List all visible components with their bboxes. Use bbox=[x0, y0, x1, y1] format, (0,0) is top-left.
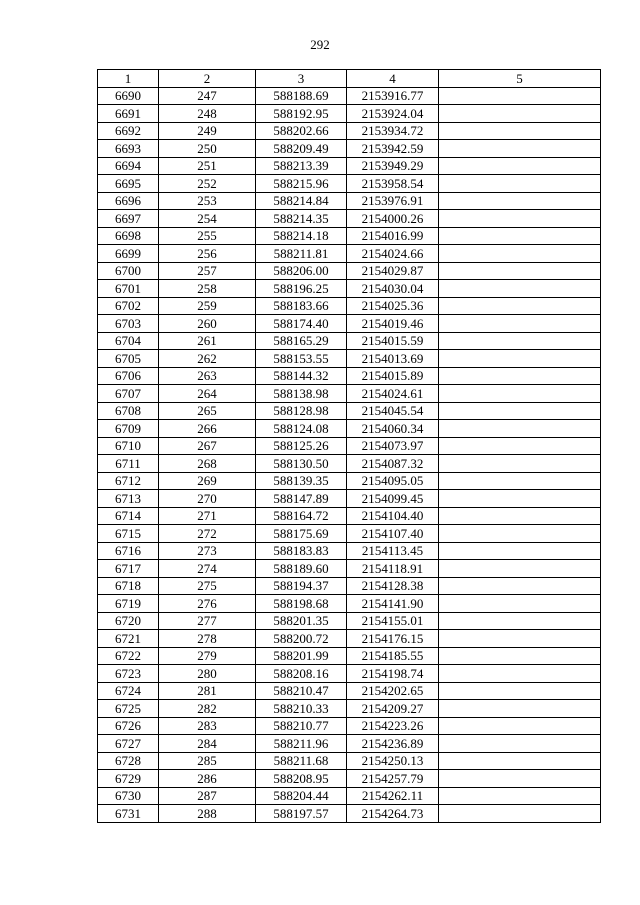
table-row bbox=[98, 297, 601, 315]
table-cell-col3: 588153.55 bbox=[256, 350, 347, 368]
table-cell-col3: 588189.60 bbox=[256, 560, 347, 578]
table-cell-col3: 588124.08 bbox=[256, 420, 347, 438]
table-row bbox=[98, 402, 601, 420]
table-cell-col2: 256 bbox=[159, 245, 256, 263]
table-cell-col4: 2154107.40 bbox=[347, 525, 439, 543]
table-cell-col4: 2153976.91 bbox=[347, 192, 439, 210]
table-cell-col3: 588214.18 bbox=[256, 227, 347, 245]
table-cell-col5 bbox=[439, 140, 601, 158]
table-row bbox=[98, 385, 601, 403]
table-cell-col3: 588198.68 bbox=[256, 595, 347, 613]
table-cell-col5 bbox=[439, 420, 601, 438]
table-cell-col4: 2154128.38 bbox=[347, 577, 439, 595]
table-cell-col5 bbox=[439, 332, 601, 350]
table-cell-col2: 265 bbox=[159, 402, 256, 420]
table-cell-col5 bbox=[439, 262, 601, 280]
column-header-3: 3 bbox=[256, 70, 347, 88]
table-cell-col2: 283 bbox=[159, 717, 256, 735]
table-cell-col1: 6729 bbox=[98, 770, 159, 788]
table-cell-col4: 2154104.40 bbox=[347, 507, 439, 525]
table-cell-col3: 588214.84 bbox=[256, 192, 347, 210]
table-cell-col5 bbox=[439, 105, 601, 123]
table-cell-col5 bbox=[439, 385, 601, 403]
table-cell-col1: 6707 bbox=[98, 385, 159, 403]
table-cell-col4: 2154015.59 bbox=[347, 332, 439, 350]
table-cell-col4: 2154257.79 bbox=[347, 770, 439, 788]
table-cell-col3: 588211.96 bbox=[256, 735, 347, 753]
table-row bbox=[98, 192, 601, 210]
table-cell-col1: 6721 bbox=[98, 630, 159, 648]
table-cell-col2: 272 bbox=[159, 525, 256, 543]
table-cell-col1: 6702 bbox=[98, 297, 159, 315]
table-cell-col3: 588174.40 bbox=[256, 315, 347, 333]
table-row bbox=[98, 262, 601, 280]
table-cell-col4: 2154019.46 bbox=[347, 315, 439, 333]
table-cell-col2: 276 bbox=[159, 595, 256, 613]
table-cell-col2: 287 bbox=[159, 787, 256, 805]
table-cell-col5 bbox=[439, 192, 601, 210]
table-row bbox=[98, 455, 601, 473]
table-cell-col4: 2154185.55 bbox=[347, 647, 439, 665]
table-row bbox=[98, 735, 601, 753]
table-row bbox=[98, 280, 601, 298]
table-cell-col2: 248 bbox=[159, 105, 256, 123]
table-cell-col3: 588164.72 bbox=[256, 507, 347, 525]
table-cell-col3: 588125.26 bbox=[256, 437, 347, 455]
table-cell-col4: 2154113.45 bbox=[347, 542, 439, 560]
table-cell-col1: 6701 bbox=[98, 280, 159, 298]
table-cell-col4: 2154060.34 bbox=[347, 420, 439, 438]
table-cell-col3: 588165.29 bbox=[256, 332, 347, 350]
table-cell-col4: 2153949.29 bbox=[347, 157, 439, 175]
table-cell-col2: 280 bbox=[159, 665, 256, 683]
table-cell-col5 bbox=[439, 577, 601, 595]
table-cell-col3: 588204.44 bbox=[256, 787, 347, 805]
table-row bbox=[98, 315, 601, 333]
table-cell-col1: 6719 bbox=[98, 595, 159, 613]
table-cell-col1: 6716 bbox=[98, 542, 159, 560]
table-cell-col2: 273 bbox=[159, 542, 256, 560]
table-cell-col3: 588192.95 bbox=[256, 105, 347, 123]
table-cell-col3: 588211.68 bbox=[256, 752, 347, 770]
table-cell-col3: 588208.16 bbox=[256, 665, 347, 683]
table-cell-col2: 255 bbox=[159, 227, 256, 245]
table-cell-col1: 6718 bbox=[98, 577, 159, 595]
table-cell-col1: 6708 bbox=[98, 402, 159, 420]
table-row bbox=[98, 682, 601, 700]
table-cell-col4: 2154045.54 bbox=[347, 402, 439, 420]
table-cell-col5 bbox=[439, 595, 601, 613]
table-cell-col2: 267 bbox=[159, 437, 256, 455]
table-cell-col5 bbox=[439, 490, 601, 508]
table-row bbox=[98, 472, 601, 490]
table-cell-col5 bbox=[439, 752, 601, 770]
table-cell-col4: 2154015.89 bbox=[347, 367, 439, 385]
table-cell-col3: 588144.32 bbox=[256, 367, 347, 385]
table-cell-col5 bbox=[439, 245, 601, 263]
table-row bbox=[98, 420, 601, 438]
table-cell-col3: 588201.99 bbox=[256, 647, 347, 665]
table-row bbox=[98, 490, 601, 508]
table-cell-col2: 266 bbox=[159, 420, 256, 438]
table-cell-col2: 264 bbox=[159, 385, 256, 403]
table-cell-col5 bbox=[439, 682, 601, 700]
table-cell-col4: 2154155.01 bbox=[347, 612, 439, 630]
column-header-2: 2 bbox=[159, 70, 256, 88]
table-cell-col2: 278 bbox=[159, 630, 256, 648]
table-cell-col4: 2153958.54 bbox=[347, 175, 439, 193]
table-cell-col2: 286 bbox=[159, 770, 256, 788]
table-cell-col4: 2154029.87 bbox=[347, 262, 439, 280]
table-row bbox=[98, 647, 601, 665]
table-cell-col3: 588194.37 bbox=[256, 577, 347, 595]
table-cell-col5 bbox=[439, 280, 601, 298]
table-cell-col4: 2154013.69 bbox=[347, 350, 439, 368]
table-cell-col5 bbox=[439, 402, 601, 420]
table-cell-col4: 2153916.77 bbox=[347, 87, 439, 105]
table-cell-col4: 2154250.13 bbox=[347, 752, 439, 770]
table-cell-col1: 6730 bbox=[98, 787, 159, 805]
table-cell-col1: 6698 bbox=[98, 227, 159, 245]
table-cell-col5 bbox=[439, 472, 601, 490]
table-cell-col4: 2154016.99 bbox=[347, 227, 439, 245]
table-cell-col5 bbox=[439, 455, 601, 473]
table-row bbox=[98, 612, 601, 630]
table-row bbox=[98, 560, 601, 578]
table-cell-col3: 588196.25 bbox=[256, 280, 347, 298]
table-cell-col1: 6723 bbox=[98, 665, 159, 683]
table-cell-col5 bbox=[439, 630, 601, 648]
table-row bbox=[98, 577, 601, 595]
table-cell-col5 bbox=[439, 297, 601, 315]
table-cell-col5 bbox=[439, 157, 601, 175]
table-cell-col4: 2153924.04 bbox=[347, 105, 439, 123]
table-cell-col3: 588211.81 bbox=[256, 245, 347, 263]
table-cell-col4: 2154073.97 bbox=[347, 437, 439, 455]
table-cell-col1: 6706 bbox=[98, 367, 159, 385]
table-cell-col1: 6692 bbox=[98, 122, 159, 140]
table-cell-col5 bbox=[439, 770, 601, 788]
table-cell-col2: 250 bbox=[159, 140, 256, 158]
table-cell-col3: 588210.77 bbox=[256, 717, 347, 735]
table-cell-col4: 2153942.59 bbox=[347, 140, 439, 158]
table-cell-col1: 6712 bbox=[98, 472, 159, 490]
table-cell-col3: 588210.47 bbox=[256, 682, 347, 700]
table-cell-col1: 6724 bbox=[98, 682, 159, 700]
table-cell-col4: 2154024.66 bbox=[347, 245, 439, 263]
table-row bbox=[98, 770, 601, 788]
table-cell-col5 bbox=[439, 367, 601, 385]
table-cell-col1: 6727 bbox=[98, 735, 159, 753]
table-cell-col3: 588147.89 bbox=[256, 490, 347, 508]
table-row bbox=[98, 122, 601, 140]
table-cell-col2: 268 bbox=[159, 455, 256, 473]
table-cell-col4: 2154118.91 bbox=[347, 560, 439, 578]
table-cell-col1: 6693 bbox=[98, 140, 159, 158]
table-cell-col5 bbox=[439, 612, 601, 630]
table-cell-col1: 6704 bbox=[98, 332, 159, 350]
table-cell-col2: 249 bbox=[159, 122, 256, 140]
table-cell-col4: 2154264.73 bbox=[347, 805, 439, 823]
table-cell-col3: 588130.50 bbox=[256, 455, 347, 473]
table-cell-col1: 6709 bbox=[98, 420, 159, 438]
table-cell-col1: 6696 bbox=[98, 192, 159, 210]
table-cell-col2: 262 bbox=[159, 350, 256, 368]
table-cell-col1: 6714 bbox=[98, 507, 159, 525]
table-cell-col1: 6728 bbox=[98, 752, 159, 770]
table-row bbox=[98, 210, 601, 228]
table-cell-col2: 247 bbox=[159, 87, 256, 105]
table-cell-col5 bbox=[439, 507, 601, 525]
table-cell-col4: 2154141.90 bbox=[347, 595, 439, 613]
table-cell-col4: 2154223.26 bbox=[347, 717, 439, 735]
table-cell-col3: 588209.49 bbox=[256, 140, 347, 158]
table-cell-col4: 2154198.74 bbox=[347, 665, 439, 683]
table-cell-col3: 588214.35 bbox=[256, 210, 347, 228]
table-row bbox=[98, 700, 601, 718]
table-cell-col4: 2154236.89 bbox=[347, 735, 439, 753]
table-cell-col5 bbox=[439, 227, 601, 245]
table-cell-col5 bbox=[439, 210, 601, 228]
table-cell-col4: 2154024.61 bbox=[347, 385, 439, 403]
table-cell-col2: 259 bbox=[159, 297, 256, 315]
table-row bbox=[98, 332, 601, 350]
table-cell-col2: 263 bbox=[159, 367, 256, 385]
table-cell-col2: 284 bbox=[159, 735, 256, 753]
table-cell-col1: 6697 bbox=[98, 210, 159, 228]
table-cell-col2: 277 bbox=[159, 612, 256, 630]
table-cell-col1: 6725 bbox=[98, 700, 159, 718]
table-cell-col5 bbox=[439, 805, 601, 823]
table-row bbox=[98, 350, 601, 368]
table-cell-col4: 2154087.32 bbox=[347, 455, 439, 473]
table-cell-col4: 2154176.15 bbox=[347, 630, 439, 648]
table-cell-col4: 2154030.04 bbox=[347, 280, 439, 298]
table-cell-col2: 274 bbox=[159, 560, 256, 578]
table-cell-col2: 269 bbox=[159, 472, 256, 490]
table-row bbox=[98, 437, 601, 455]
table-cell-col2: 270 bbox=[159, 490, 256, 508]
table-cell-col5 bbox=[439, 647, 601, 665]
table-cell-col1: 6710 bbox=[98, 437, 159, 455]
column-header-1: 1 bbox=[98, 70, 159, 88]
table-cell-col3: 588201.35 bbox=[256, 612, 347, 630]
table-cell-col4: 2154262.11 bbox=[347, 787, 439, 805]
table-cell-col2: 288 bbox=[159, 805, 256, 823]
table-cell-col4: 2154095.05 bbox=[347, 472, 439, 490]
table-body bbox=[98, 87, 601, 822]
table-cell-col2: 279 bbox=[159, 647, 256, 665]
table-row bbox=[98, 542, 601, 560]
table-cell-col2: 257 bbox=[159, 262, 256, 280]
table-row bbox=[98, 665, 601, 683]
table-cell-col5 bbox=[439, 542, 601, 560]
table-cell-col1: 6726 bbox=[98, 717, 159, 735]
table-cell-col3: 588138.98 bbox=[256, 385, 347, 403]
table-cell-col1: 6700 bbox=[98, 262, 159, 280]
coordinates-table bbox=[97, 69, 601, 823]
table-row bbox=[98, 105, 601, 123]
table-cell-col1: 6711 bbox=[98, 455, 159, 473]
table-row bbox=[98, 752, 601, 770]
table-cell-col3: 588202.66 bbox=[256, 122, 347, 140]
table-cell-col1: 6703 bbox=[98, 315, 159, 333]
table-row bbox=[98, 805, 601, 823]
table-cell-col2: 281 bbox=[159, 682, 256, 700]
table-cell-col1: 6691 bbox=[98, 105, 159, 123]
table-header bbox=[98, 70, 601, 88]
table-cell-col1: 6690 bbox=[98, 87, 159, 105]
table-row bbox=[98, 175, 601, 193]
table-cell-col4: 2154025.36 bbox=[347, 297, 439, 315]
table-cell-col1: 6722 bbox=[98, 647, 159, 665]
table-cell-col2: 285 bbox=[159, 752, 256, 770]
table-cell-col3: 588175.69 bbox=[256, 525, 347, 543]
table-cell-col4: 2154099.45 bbox=[347, 490, 439, 508]
table-cell-col3: 588188.69 bbox=[256, 87, 347, 105]
table-cell-col1: 6713 bbox=[98, 490, 159, 508]
table-cell-col3: 588215.96 bbox=[256, 175, 347, 193]
table-cell-col1: 6715 bbox=[98, 525, 159, 543]
table-cell-col1: 6717 bbox=[98, 560, 159, 578]
table-row bbox=[98, 87, 601, 105]
table-cell-col5 bbox=[439, 315, 601, 333]
table-cell-col2: 261 bbox=[159, 332, 256, 350]
table-cell-col3: 588139.35 bbox=[256, 472, 347, 490]
table-row bbox=[98, 717, 601, 735]
table-cell-col1: 6695 bbox=[98, 175, 159, 193]
table-cell-col5 bbox=[439, 735, 601, 753]
table-cell-col1: 6705 bbox=[98, 350, 159, 368]
table-cell-col5 bbox=[439, 665, 601, 683]
table-cell-col5 bbox=[439, 560, 601, 578]
table-cell-col5 bbox=[439, 525, 601, 543]
table-cell-col1: 6731 bbox=[98, 805, 159, 823]
table-cell-col5 bbox=[439, 717, 601, 735]
table-cell-col2: 275 bbox=[159, 577, 256, 595]
table-cell-col2: 252 bbox=[159, 175, 256, 193]
table-cell-col5 bbox=[439, 700, 601, 718]
table-row bbox=[98, 140, 601, 158]
table-row bbox=[98, 787, 601, 805]
table-cell-col2: 258 bbox=[159, 280, 256, 298]
table-row bbox=[98, 157, 601, 175]
table-row bbox=[98, 245, 601, 263]
table-row bbox=[98, 367, 601, 385]
table-cell-col3: 588206.00 bbox=[256, 262, 347, 280]
table-row bbox=[98, 227, 601, 245]
table-cell-col3: 588183.83 bbox=[256, 542, 347, 560]
table-cell-col2: 251 bbox=[159, 157, 256, 175]
table-row bbox=[98, 525, 601, 543]
table-cell-col3: 588197.57 bbox=[256, 805, 347, 823]
header-row bbox=[98, 70, 601, 88]
table-cell-col4: 2154000.26 bbox=[347, 210, 439, 228]
table-cell-col5 bbox=[439, 787, 601, 805]
table-row bbox=[98, 507, 601, 525]
table-cell-col2: 254 bbox=[159, 210, 256, 228]
page-number: 292 bbox=[310, 37, 330, 52]
column-header-5: 5 bbox=[439, 70, 601, 88]
table-cell-col3: 588208.95 bbox=[256, 770, 347, 788]
table-cell-col1: 6699 bbox=[98, 245, 159, 263]
table-cell-col1: 6720 bbox=[98, 612, 159, 630]
table-cell-col4: 2154202.65 bbox=[347, 682, 439, 700]
table-cell-col3: 588200.72 bbox=[256, 630, 347, 648]
table-cell-col2: 282 bbox=[159, 700, 256, 718]
table-cell-col5 bbox=[439, 437, 601, 455]
table-cell-col1: 6694 bbox=[98, 157, 159, 175]
table-cell-col4: 2153934.72 bbox=[347, 122, 439, 140]
table-cell-col5 bbox=[439, 122, 601, 140]
table-row bbox=[98, 630, 601, 648]
table-cell-col3: 588183.66 bbox=[256, 297, 347, 315]
table-cell-col4: 2154209.27 bbox=[347, 700, 439, 718]
table-cell-col3: 588128.98 bbox=[256, 402, 347, 420]
table-cell-col5 bbox=[439, 350, 601, 368]
column-header-4: 4 bbox=[347, 70, 439, 88]
table-cell-col5 bbox=[439, 175, 601, 193]
table-cell-col2: 260 bbox=[159, 315, 256, 333]
table-cell-col3: 588213.39 bbox=[256, 157, 347, 175]
table-row bbox=[98, 595, 601, 613]
table-cell-col2: 253 bbox=[159, 192, 256, 210]
table-cell-col5 bbox=[439, 87, 601, 105]
table-cell-col3: 588210.33 bbox=[256, 700, 347, 718]
table-cell-col2: 271 bbox=[159, 507, 256, 525]
